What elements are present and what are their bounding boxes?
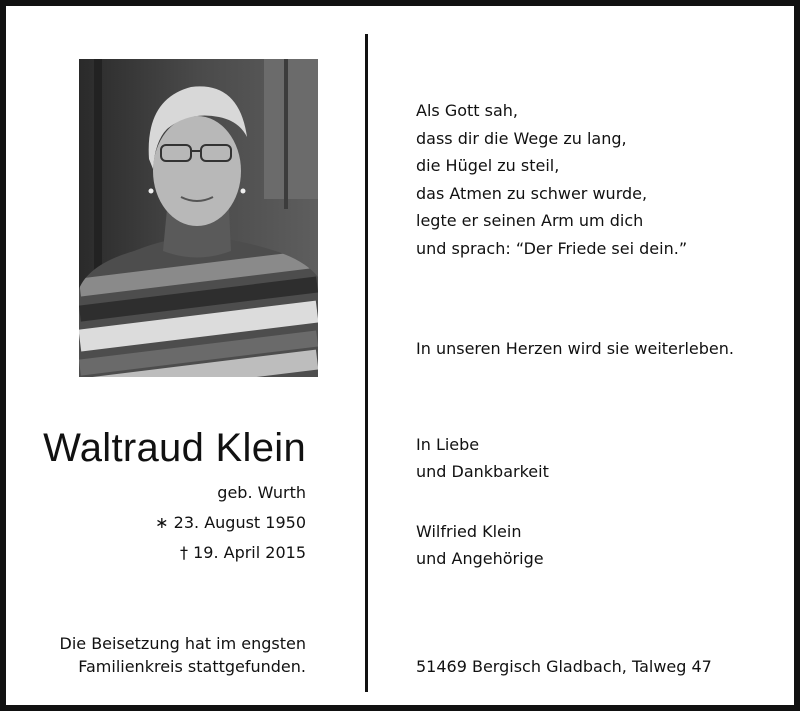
poem-line: dass dir die Wege zu lang, — [416, 128, 627, 148]
mourners — [416, 518, 544, 572]
remembrance-text: In unseren Herzen wird sie weiterleben. — [416, 339, 734, 358]
column-divider — [365, 34, 368, 692]
maiden-name: geb. Wurth — [217, 483, 306, 502]
death-date-line — [180, 543, 306, 562]
burial-note-line: Die Beisetzung hat im engsten — [59, 634, 306, 653]
mourner-line: und Angehörige — [416, 549, 544, 568]
address: 51469 Bergisch Gladbach, Talweg 47 — [416, 657, 712, 676]
death-symbol: † — [180, 543, 188, 562]
mourner-line: Wilfried Klein — [416, 522, 522, 541]
deceased-name: Waltraud Klein — [43, 426, 306, 470]
poem-line: Als Gott sah, — [416, 101, 518, 120]
burial-note-line: Familienkreis stattgefunden. — [78, 657, 306, 676]
closing-line: In Liebe — [416, 435, 480, 454]
closing-line: und Dankbarkeit — [416, 462, 549, 481]
poem-line: die Hügel zu steil, — [416, 156, 560, 175]
burial-note — [60, 632, 307, 678]
death-date: 19. April 2015 — [193, 543, 306, 562]
portrait-photo — [79, 59, 318, 377]
birth-date-line — [155, 513, 306, 532]
poem — [416, 97, 687, 262]
poem-line: legte er seinen Arm um dich — [416, 211, 644, 230]
birth-date: 23. August 1950 — [173, 513, 306, 532]
poem-line: das Atmen zu schwer wurde, — [416, 183, 648, 203]
closing-words — [416, 431, 549, 485]
poem-line: und sprach: “Der Friede sei dein.” — [416, 238, 688, 258]
birth-symbol: ∗ — [155, 513, 169, 532]
